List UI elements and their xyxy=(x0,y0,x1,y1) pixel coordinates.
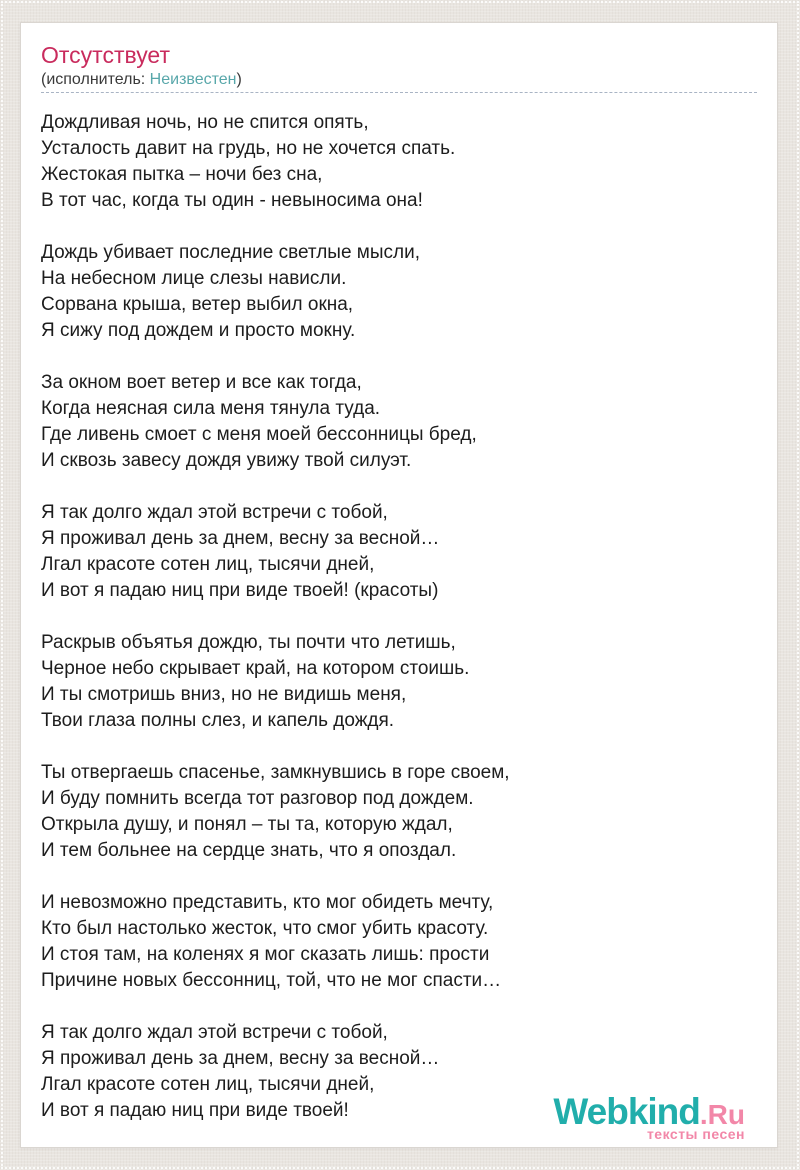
lyric-line: Черное небо скрывает край, на котором стоишь. xyxy=(41,658,470,679)
artist-label-suffix: ) xyxy=(236,71,242,88)
lyric-line: Я проживал день за днем, весну за весной… xyxy=(41,528,440,549)
lyric-line: Усталость давит на грудь, но не хочется спать. xyxy=(41,138,456,159)
lyric-line: Лгал красоте сотен лиц, тысячи дней, xyxy=(41,1074,375,1095)
lyric-line: Я так долго ждал этой встречи с тобой, xyxy=(41,1022,388,1043)
lyric-line: Где ливень смоет с меня моей бессонницы бред, xyxy=(41,424,477,445)
lyric-line: Сорвана крыша, ветер выбил окна, xyxy=(41,294,354,315)
lyric-line: Кто был настолько жесток, что смог убить красоту. xyxy=(41,918,489,939)
lyric-line: Лгал красоте сотен лиц, тысячи дней, xyxy=(41,554,375,575)
lyric-line: И тем больнее на сердце знать, что я опоздал. xyxy=(41,840,457,861)
stanza xyxy=(41,110,757,214)
artist-line xyxy=(41,70,757,93)
lyric-line: За окном воет ветер и все как тогда, xyxy=(41,372,362,393)
lyrics xyxy=(41,110,757,1124)
lyric-line: Раскрыв объятья дождю, ты почти что летишь, xyxy=(41,632,456,653)
lyric-line: И сквозь завесу дождя увижу твой силуэт. xyxy=(41,450,412,471)
lyric-line: Когда неясная сила меня тянула туда. xyxy=(41,398,381,419)
lyric-line: На небесном лице слезы нависли. xyxy=(41,268,347,289)
lyric-line: Я проживал день за днем, весну за весной… xyxy=(41,1048,440,1069)
lyric-line: И ты смотришь вниз, но не видишь меня, xyxy=(41,684,407,705)
lyric-line: Я так долго ждал этой встречи с тобой, xyxy=(41,502,388,523)
lyric-line: Я сижу под дождем и просто мокну. xyxy=(41,320,356,341)
lyric-line: И стоя там, на коленях я мог сказать лишь: прости xyxy=(41,944,490,965)
stanza xyxy=(41,630,757,734)
content-card xyxy=(20,22,778,1148)
artist-link[interactable]: Неизвестен xyxy=(149,71,237,88)
page-title: Отсутствует xyxy=(41,42,170,68)
lyric-line: Жестокая пытка – ночи без сна, xyxy=(41,164,323,185)
lyric-line: В тот час, когда ты один - невыносима она! xyxy=(41,190,423,211)
lyric-line: Ты отвергаешь спасенье, замкнувшись в горе своем, xyxy=(41,762,510,783)
lyric-line: Твои глаза полны слез, и капель дождя. xyxy=(41,710,395,731)
lyric-line: Дождливая ночь, но не спится опять, xyxy=(41,112,369,133)
logo-domain-text: .Ru xyxy=(699,1099,745,1130)
logo-brand-text: Webkind xyxy=(553,1091,700,1132)
lyric-line: Дождь убивает последние светлые мысли, xyxy=(41,242,420,263)
stanza xyxy=(41,240,757,344)
lyric-line: И вот я падаю ниц при виде твоей! (красоты) xyxy=(41,580,439,601)
stanza xyxy=(41,500,757,604)
site-logo[interactable] xyxy=(553,1093,745,1141)
logo-tagline: тексты песен xyxy=(646,1126,745,1142)
stanza xyxy=(41,890,757,994)
lyric-line: Причине новых бессонниц, той, что не мог спасти… xyxy=(41,970,502,991)
lyric-line: И вот я падаю ниц при виде твоей! xyxy=(41,1100,349,1121)
lyric-line: И буду помнить всегда тот разговор под дождем. xyxy=(41,788,474,809)
stanza xyxy=(41,370,757,474)
stanza xyxy=(41,760,757,864)
lyric-line: Открыла душу, и понял – ты та, которую ждал, xyxy=(41,814,453,835)
logo-wordmark xyxy=(553,1093,745,1130)
lyric-line: И невозможно представить, кто мог обидеть мечту, xyxy=(41,892,494,913)
artist-label-prefix: (исполнитель: xyxy=(41,71,150,88)
